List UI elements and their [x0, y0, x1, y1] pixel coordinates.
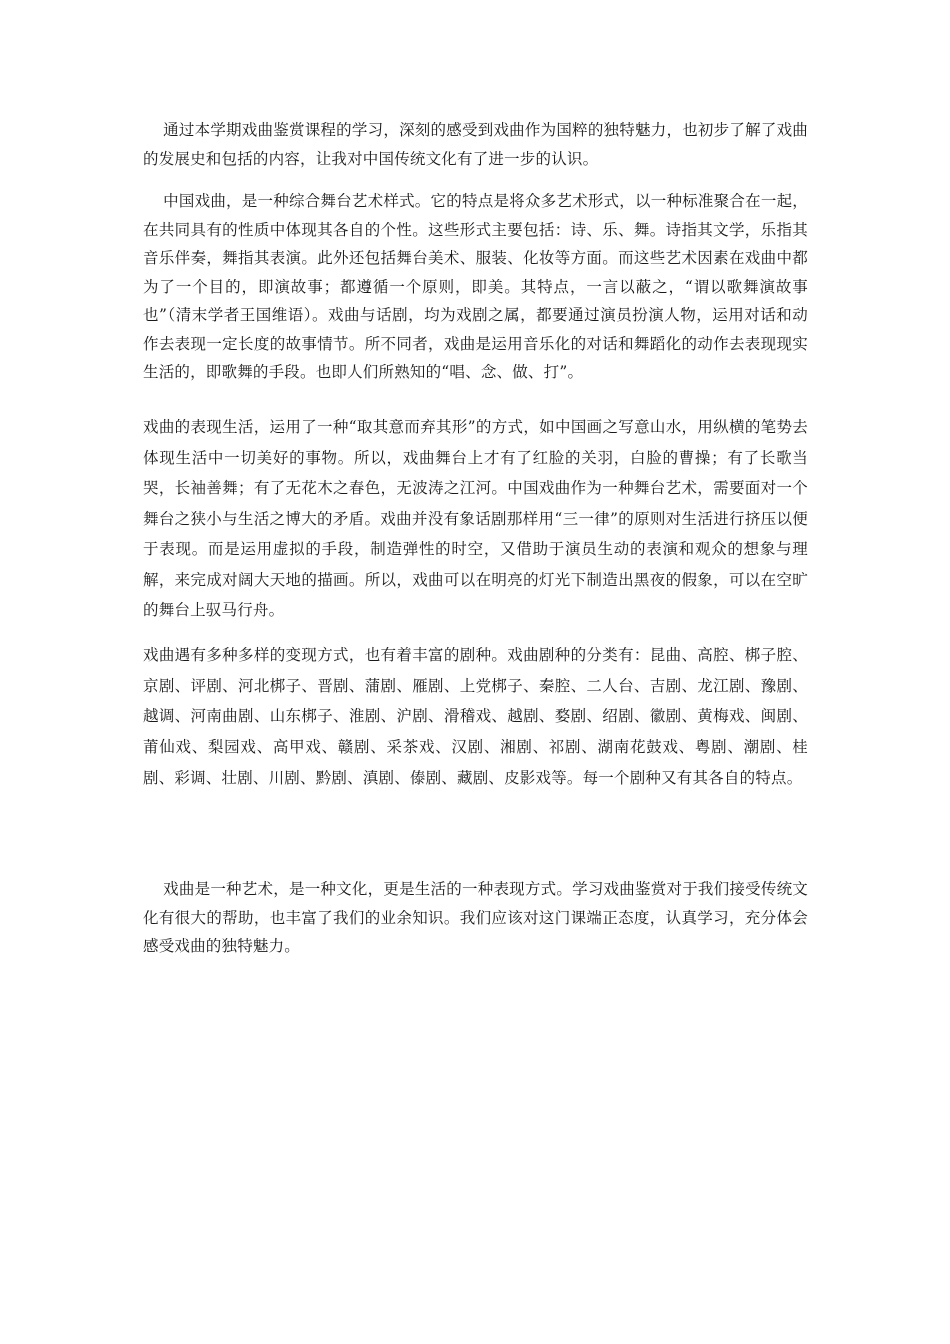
paragraph-intro: 通过本学期戏曲鉴赏课程的学习，深刻的感受到戏曲作为国粹的独特魅力，也初步了解了戏曲的发展史和包括的内容，让我对中国传统文化有了进一步的认识。: [143, 121, 808, 168]
paragraph-definition: 中国戏曲，是一种综合舞台艺术样式。它的特点是将众多艺术形式，以一种标准聚合在一起，在共同具有的性质中体现其各自的个性。这些形式主要包括：诗、乐、舞。诗指其文学，乐指其音乐伴奏，舞指其表演。此外还包括舞台美术、服装、化妆等方面。而这些艺术因素在戏曲中都为了一个目的，即演故事；都遵循一个原则，即美。其特点，一言以蔽之，“谓以歌舞演故事也”（清末学者王国维语）。戏曲与话剧，均为戏剧之属，都要通过演员扮演人物，运用对话和动作去表现一定长度的故事情节。所不同者，戏曲是运用音乐化的对话和舞蹈化的动作去表现现实生活的，即歌舞的手段。也即人们所熟知的“唱、念、做、打”。: [143, 192, 808, 381]
paragraph-expression: 戏曲的表现生活，运用了一种“取其意而弃其形”的方式，如中国画之写意山水，用纵横的笔势去体现生活中一切美好的事物。所以，戏曲舞台上才有了红脸的关羽，白脸的曹操；有了长歌当哭，长袖善舞；有了无花木之春色，无波涛之江河。中国戏曲作为一种舞台艺术，需要面对一个舞台之狭小与生活之博大的矛盾。戏曲并没有象话剧那样用“三一律”的原则对生活进行挤压以便于表现。而是运用虚拟的手段，制造弹性的时空，又借助于演员生动的表演和观众的想象与理解，来完成对阔大天地的描画。所以，戏曲可以在明亮的灯光下制造出黑夜的假象，可以在空旷的舞台上驭马行舟。: [143, 418, 808, 619]
paragraph-conclusion: 戏曲是一种艺术，是一种文化，更是生活的一种表现方式。学习戏曲鉴赏对于我们接受传统文化有很大的帮助，也丰富了我们的业余知识。我们应该对这门课端正态度，认真学习，充分体会感受戏曲的独特魅力。: [143, 880, 808, 955]
paragraph-genres: 戏曲遇有多种多样的变现方式，也有着丰富的剧种。戏曲剧种的分类有：昆曲、高腔、梆子腔、京剧、评剧、河北梆子、晋剧、蒲剧、雁剧、上党梆子、秦腔、二人台、吉剧、龙江剧、豫剧、越调、河南曲剧、山东梆子、淮剧、沪剧、滑稽戏、越剧、婺剧、绍剧、徽剧、黄梅戏、闽剧、莆仙戏、梨园戏、高甲戏、赣剧、采茶戏、汉剧、湘剧、祁剧、湖南花鼓戏、粤剧、潮剧、桂剧、彩调、壮剧、川剧、黔剧、滇剧、傣剧、藏剧、皮影戏等。每一个剧种又有其各自的特点。: [143, 646, 808, 787]
